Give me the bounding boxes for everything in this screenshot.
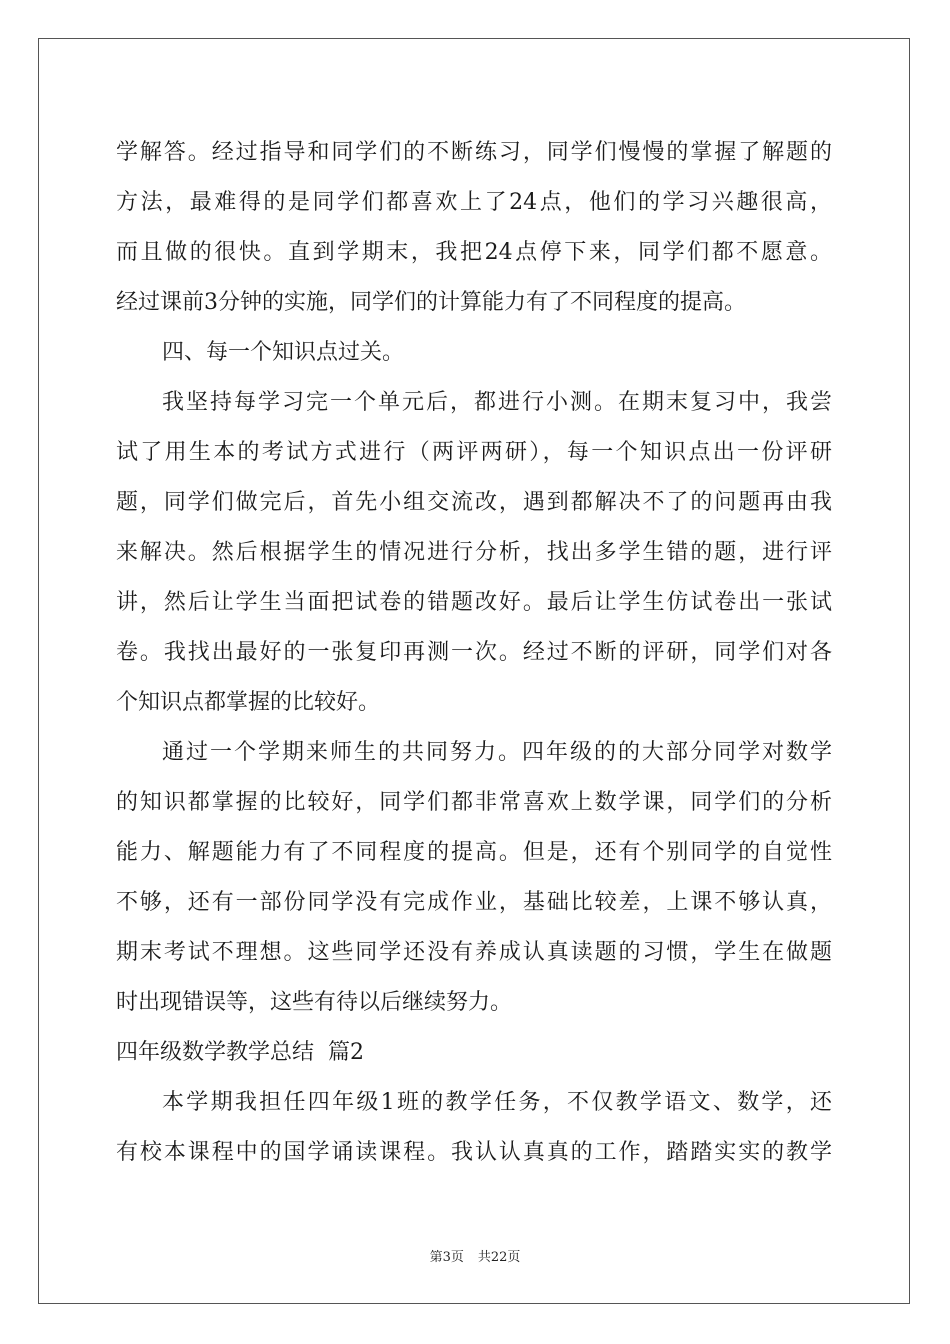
text-line: 个知识点都掌握的比较好。 bbox=[116, 690, 381, 715]
page-footer bbox=[0, 1246, 950, 1265]
text-line: 试了用生本的考试方式进行（两评两研），每一个知识点出一份评研 bbox=[116, 440, 832, 465]
text-line: 来解决。然后根据学生的情况进行分析，找出多学生错的题，进行评 bbox=[116, 540, 832, 565]
page-number: 第3页 bbox=[429, 1250, 464, 1265]
text-line: 的知识都掌握的比较好，同学们都非常喜欢上数学课，同学们的分析 bbox=[116, 790, 832, 815]
text-line: 题，同学们做完后，首先小组交流改，遇到都解决不了的问题再由我 bbox=[116, 490, 832, 515]
page-total: 共22页 bbox=[477, 1250, 521, 1265]
section-heading: 四、每一个知识点过关。 bbox=[162, 340, 405, 365]
text-line: 期末考试不理想。这些同学还没有养成认真读题的习惯，学生在做题 bbox=[116, 940, 832, 965]
text-line: 方法，最难得的是同学们都喜欢上了24点，他们的学习兴趣很高， bbox=[116, 190, 832, 215]
text-line: 而且做的很快。直到学期末，我把24点停下来，同学们都不愿意。 bbox=[116, 240, 832, 265]
text-line: 有校本课程中的国学诵读课程。我认认真真的工作，踏踏实实的教学 bbox=[116, 1140, 832, 1165]
article-title: 四年级数学教学总结 篇2 bbox=[116, 1040, 364, 1065]
text-line: 我坚持每学习完一个单元后，都进行小测。在期末复习中，我尝 bbox=[162, 390, 832, 415]
text-line: 能力、解题能力有了不同程度的提高。但是，还有个别同学的自觉性 bbox=[116, 840, 832, 865]
text-line: 不够，还有一部份同学没有完成作业，基础比较差，上课不够认真， bbox=[116, 890, 832, 915]
text-line: 学解答。经过指导和同学们的不断练习，同学们慢慢的掌握了解题的 bbox=[116, 140, 832, 165]
text-line: 时出现错误等，这些有待以后继续努力。 bbox=[116, 990, 513, 1015]
text-line: 本学期我担任四年级1班的教学任务，不仅教学语文、数学，还 bbox=[162, 1090, 832, 1115]
text-line: 经过课前3分钟的实施，同学们的计算能力有了不同程度的提高。 bbox=[116, 290, 746, 315]
text-line: 卷。我找出最好的一张复印再测一次。经过不断的评研，同学们对各 bbox=[116, 640, 832, 665]
document-body bbox=[116, 128, 832, 1178]
text-line: 通过一个学期来师生的共同努力。四年级的的大部分同学对数学 bbox=[162, 740, 832, 765]
text-line: 讲，然后让学生当面把试卷的错题改好。最后让学生仿试卷出一张试 bbox=[116, 590, 832, 615]
